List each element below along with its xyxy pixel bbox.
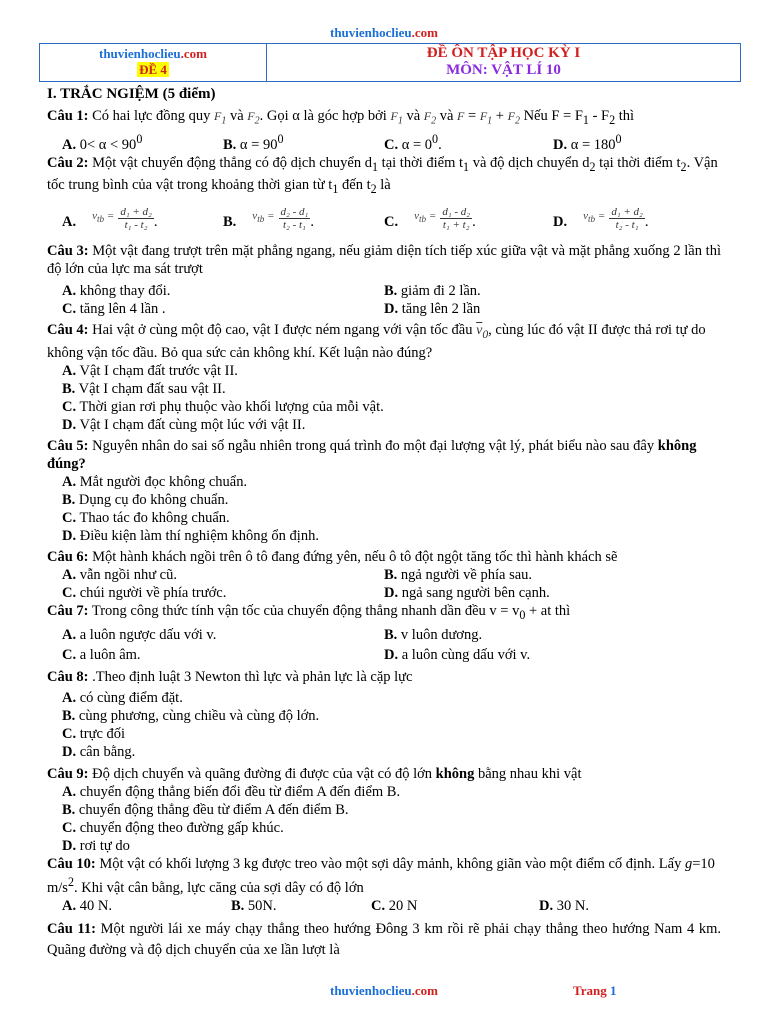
section-title: I. TRẮC NGIỆM (5 điểm) [47,86,216,102]
vector-f2: $F_2$ [507,109,520,127]
vector-f2: $F_2$ [423,109,437,127]
option-d[interactable]: D. rơi tự do [62,837,130,854]
question-6-options [47,566,721,584]
option-b[interactable]: B. 50N. [231,897,277,914]
option-c[interactable]: C. chuyển động theo đường gấp khúc. [62,819,284,836]
option-d[interactable]: D. ngả sang người bên cạnh. [384,584,550,601]
option-a[interactable]: A. $v_{tb}$ = $\frac{\text{d₁ + d₂}}{\text{t₁ - t₂}}$ . [62,205,158,231]
header-right-cell [267,44,740,81]
exam-header-box [39,43,741,82]
option-b[interactable]: B. Dụng cụ đo không chuẩn. [62,491,229,508]
fraction: $\frac{\text{d₁ + d₂}}{\text{t₂ - t₁}}$ [611,205,643,231]
option-b[interactable]: B. cùng phương, cùng chiều và cùng độ lớn. [62,707,320,724]
option-a[interactable]: A. $0< \alpha < 90^0$ [62,132,143,154]
option-b[interactable]: B. ngả người về phía sau. [384,566,533,583]
option-a[interactable]: A. Mắt người đọc không chuẩn. [62,473,248,490]
question-number: Câu 1: [47,108,89,124]
question-4: Câu 4: Hai vật ở cùng một độ cao, vật I được ném ngang với vận tốc đầu $\overline{v}_0$, cùng lúc đó vật II được thả rơi tự do không vận tốc đầu. Bỏ qua sức cản không khí. Kết luận nào đúng? [47,322,706,361]
option-a[interactable]: A. Vật I chạm đất trước vật II. [62,362,238,379]
question-6: Câu 6: Một hành khách ngồi trên ô tô đang đứng yên, nếu ô tô đột ngột tăng tốc thì hành khách sẽ [47,548,618,565]
fraction: $\frac{\text{d₁ - d₂}}{\text{t₁ + t₂}}$ [442,205,471,231]
question-2-options [47,198,721,238]
vector-f1: $F_1$ [479,109,493,127]
question-7-options [47,626,721,644]
page-number: Trang 1 [573,983,617,998]
option-d[interactable]: D. $v_{tb}$ = $\frac{\text{d₁ + d₂}}{\text{t₂ - t₁}}$ . [553,205,649,231]
option-c[interactable]: C. Thao tác đo không chuẩn. [62,509,230,526]
option-c[interactable]: C. trực đối [62,725,126,742]
question-8: Câu 8: .Theo định luật 3 Newton thì lực và phản lực là cặp lực [47,668,413,685]
vector-f1: $F_1$ [390,109,403,127]
option-a[interactable]: A. không thay đổi. [62,283,171,299]
question-6-options [47,584,721,602]
option-c[interactable]: C. 20 N [371,897,418,914]
exam-title: ĐỀ ÔN TẬP HỌC KỲ I [426,45,581,61]
question-10: Câu 10: Một vật có khối lượng 3 kg được treo vào một sợi dây mảnh, không giãn vào một điểm cố định. Lấy g=10 $m/s^2$. Khi vật cân bằng, lực căng của sợi dây có độ lớn [47,855,715,896]
option-c[interactable]: C. a luôn âm. [62,646,141,663]
vector-v0: $\overline{v}_0$ [476,323,489,341]
exam-subject: MÔN: VẬT LÍ 10 [446,62,561,78]
question-1: Câu 1: Có hai lực đồng quy $F_1$ và $F_2$. Gọi α là góc hợp bởi $F_1$ và $F_2$ và $F = F_1 + F_2$ Nếu $F = F_1 - F_2$ thì [47,108,635,127]
option-d[interactable]: D. a luôn cùng dấu với v. [384,646,531,663]
option-d[interactable]: D. Điều kiện làm thí nghiệm không ổn định. [62,527,319,544]
question-1-options [47,130,721,154]
option-c[interactable]: C. $\alpha = 0^0$. [384,132,442,154]
option-b[interactable]: B. $v_{tb}$ = $\frac{\text{d₂ - d₁}}{\text{t₂ - t₁}}$ . [223,205,314,231]
header-left-cell [40,44,267,81]
question-9: Câu 9: Độ dịch chuyển và quãng đường đi được của vật có độ lớn không bằng nhau khi vật [47,765,582,782]
question-3-options [47,300,721,318]
question-7: Câu 7: Trong công thức tính vận tốc của chuyển động thẳng nhanh dần đều $v = v_0$ + at thì [47,602,571,622]
vector-f1: $F_1$ [213,109,227,127]
exam-number: ĐỀ 4 [139,62,167,77]
option-a[interactable]: A. a luôn ngược dấu với v. [62,626,217,643]
option-d[interactable]: D. cân bằng. [62,743,136,760]
question-11: Câu 11: Một người lái xe máy chạy thẳng theo hướng Đông 3 km rồi rẽ phải chạy thẳng theo hướng Nam 4 km. Quãng đường và độ dịch chuyển của xe lần lượt là [47,920,721,958]
option-c[interactable]: C. tăng lên 4 lần . [62,301,166,317]
vector-f2: $F_2$ [247,109,260,127]
option-b[interactable]: B. chuyển động thẳng đều từ điểm A đến điểm B. [62,801,349,818]
option-b[interactable]: B. giảm đi 2 lần. [384,283,481,299]
fraction: $\frac{\text{d₂ - d₁}}{\text{t₂ - t₁}}$ [280,205,309,231]
question-7-options [47,646,721,664]
option-b[interactable]: B. $\alpha = 90^0$ [223,132,284,154]
option-c[interactable]: C. chúi người về phía trước. [62,584,227,601]
option-b[interactable]: B. v luôn dương. [384,626,483,643]
option-a[interactable]: A. 40 N. [62,897,112,914]
question-number: Câu 2: [47,155,89,172]
option-a[interactable]: A. có cùng điểm đặt. [62,689,183,706]
exam-content [47,85,721,961]
option-d[interactable]: D. $\alpha = 180^0$ [553,132,622,154]
option-c[interactable]: C. $v_{tb}$ = $\frac{\text{d₁ - d₂}}{\text{t₁ + t₂}}$ . [384,205,476,231]
question-5: Câu 5: Nguyên nhân do sai số ngẫu nhiên trong quá trình đo một đại lượng vật lý, phát biểu nào sau đây không đúng? [47,437,697,472]
option-d[interactable]: D. 30 N. [539,897,589,914]
footer-site-link[interactable]: thuvienhoclieu.com [330,983,438,998]
fraction: $\frac{\text{d₁ + d₂}}{\text{t₁ - t₂}}$ [120,205,152,231]
option-a[interactable]: A. chuyển động thẳng biến đổi đều từ điểm A đến điểm B. [62,783,401,800]
vector-f: F [457,109,465,123]
option-a[interactable]: A. vẫn ngồi như cũ. [62,566,177,583]
option-d[interactable]: D. Vật I chạm đất cùng một lúc với vật II. [62,416,306,433]
question-3: Câu 3: Một vật đang trượt trên mặt phẳng ngang, nếu giảm diện tích tiếp xúc giữa vật và mặt phẳng xuống 2 lần thì độ lớn của lực ma sát trượt [47,243,721,277]
option-c[interactable]: C. Thời gian rơi phụ thuộc vào khối lượng của mỗi vật. [62,398,384,415]
question-3-options [47,282,721,300]
site-header-link[interactable]: thuvienhoclieu.com [330,25,438,40]
option-b[interactable]: B. Vật I chạm đất sau vật II. [62,380,226,397]
header-site-name: thuvienhoclieu.com [99,46,207,61]
question-10-options [47,897,721,915]
question-2: Câu 2: Một vật chuyển động thẳng có độ dịch chuyển $d_1$ tại thời điểm $t_1$ và độ dịch chuyển $d_2$ tại thời điểm $t_2$. Vận tốc trung bình của vật trong khoảng thời gian từ $t_1$ đến $t_2$ là [47,155,718,196]
option-d[interactable]: D. tăng lên 2 lần [384,301,481,317]
